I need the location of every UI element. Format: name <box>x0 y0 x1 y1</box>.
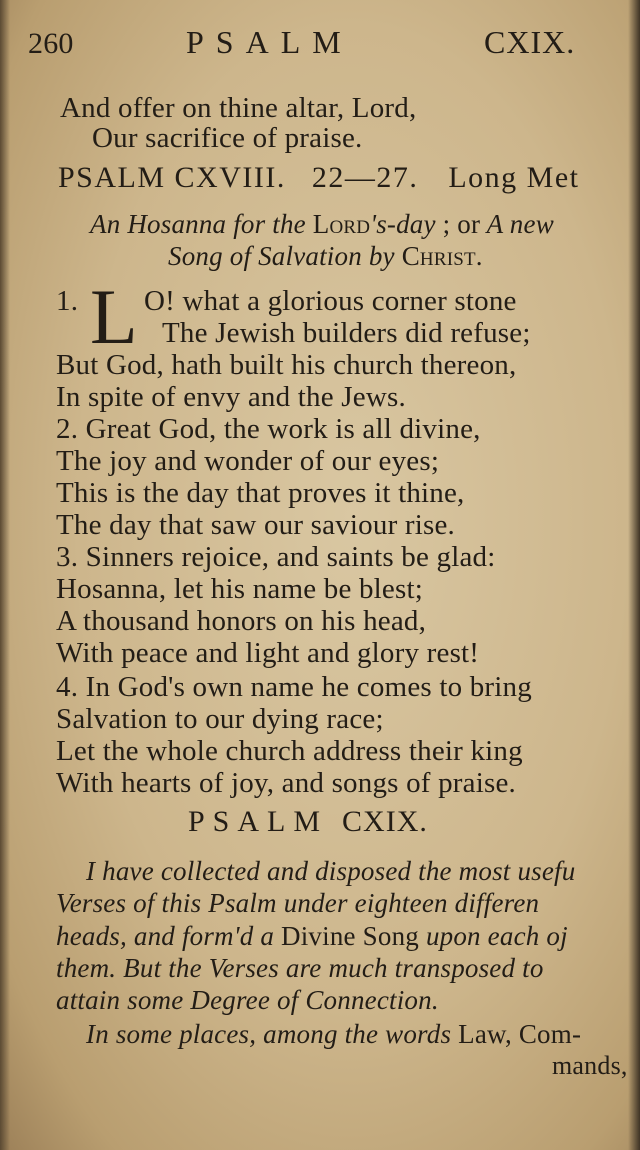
verse-line: In spite of envy and the Jews. <box>56 381 406 413</box>
psalm-119-heading <box>188 806 428 838</box>
subtitle-christ: Christ. <box>401 241 483 271</box>
verse-line: The Jewish builders did refuse; <box>162 317 531 349</box>
verse-line <box>56 541 495 573</box>
note-text-roman: Law, Com- <box>458 1019 582 1049</box>
verse-line: This is the day that proves it thine, <box>56 477 465 509</box>
subtitle-day: 's-day <box>370 209 436 239</box>
verse-line: With hearts of joy, and songs of praise. <box>56 767 516 799</box>
verse-line: Let the whole church address their king <box>56 735 523 767</box>
verse-text: Great God, the work is all divine, <box>85 413 481 445</box>
note-text: In some places, among the words <box>86 1019 452 1049</box>
psalm-118-range: 22—27. <box>311 161 419 194</box>
verse-text: Sinners rejoice, and saints be glad: <box>85 541 496 573</box>
page-number: 260 <box>28 27 74 60</box>
running-header-title: PSALM <box>186 24 353 60</box>
verse-line: The day that saw our saviour rise. <box>56 509 455 541</box>
note-text-roman: Divine Song <box>281 921 419 951</box>
verse-line: A thousand honors on his head, <box>56 605 427 637</box>
subtitle-text: An Hosanna for the <box>90 209 306 239</box>
catchword: mands, <box>552 1051 628 1080</box>
note-text: upon each oj <box>425 921 568 951</box>
note-line: them. But the Verses are much transposed to <box>56 953 544 983</box>
psalm-119-number: CXIX. <box>342 805 428 838</box>
note-line: attain some Degree of Connection. <box>56 985 439 1015</box>
verse-line: Salvation to our dying race; <box>56 703 384 735</box>
subtitle-a-new: A new <box>486 209 554 239</box>
verse-line: O! what a glorious corner stone <box>144 285 517 317</box>
drop-cap-letter: L <box>90 273 138 360</box>
page-edge-shadow <box>0 0 10 1150</box>
stanza-number: 2. <box>56 413 79 445</box>
verse-line: Our sacrifice of praise. <box>92 122 363 154</box>
psalm-118-metre: Long Met <box>448 161 580 194</box>
subtitle-song: Song of Salvation by <box>168 241 395 271</box>
note-text: heads, and form'd a <box>56 921 275 951</box>
note-line: Verses of this Psalm under eighteen differen <box>56 888 540 918</box>
verse-line: And offer on thine altar, Lord, <box>60 92 417 124</box>
subtitle-lord: Lord <box>312 209 371 239</box>
note-line: I have collected and disposed the most usefu <box>86 856 576 886</box>
verse-line: But God, hath built his church thereon, <box>56 349 517 381</box>
verse-line: With peace and light and glory rest! <box>56 637 480 669</box>
stanza-number: 1. <box>56 285 79 317</box>
verse-line <box>56 413 481 445</box>
page-gutter-shadow <box>628 0 640 1150</box>
running-header-psalm-number: CXIX. <box>484 24 576 60</box>
verse-line: Hosanna, let his name be blest; <box>56 573 424 605</box>
psalm-119-title: PSALM <box>188 805 329 838</box>
stanza-number: 4. <box>56 671 79 703</box>
verse-line <box>56 671 532 703</box>
verse-line: The joy and wonder of our eyes; <box>56 445 440 477</box>
verse-text: In God's own name he comes to bring <box>85 671 532 703</box>
note-line <box>56 920 568 952</box>
psalm-118-subtitle-line-1 <box>90 208 554 240</box>
note-line <box>86 1018 581 1050</box>
stanza-number: 3. <box>56 541 79 573</box>
psalm-118-heading <box>58 162 580 194</box>
psalm-118-subtitle-line-2 <box>168 240 483 272</box>
psalm-118-title: PSALM CXVIII. <box>58 161 286 194</box>
subtitle-or: ; or <box>442 209 481 239</box>
